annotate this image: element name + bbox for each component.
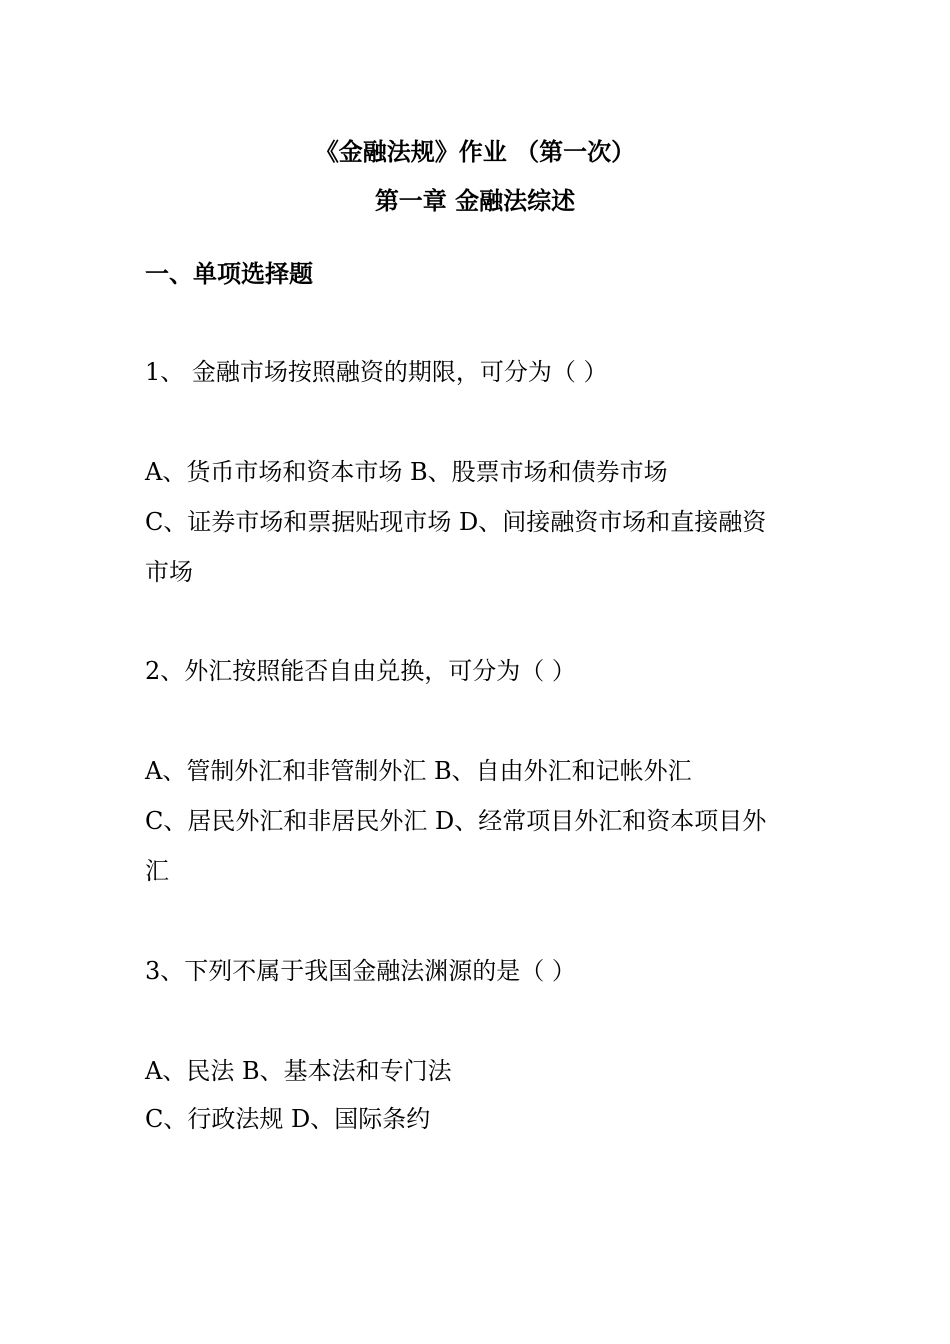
question-2-options-line-1: A、管制外汇和非管制外汇 B、自由外汇和记帐外汇 bbox=[145, 757, 692, 785]
question-3-options-line-1: A、民法 B、基本法和专门法 bbox=[145, 1057, 452, 1085]
question-2-stem: 2、外汇按照能否自由兑换，可分为（ ） bbox=[145, 657, 576, 685]
question-3-stem: 3、下列不属于我国金融法渊源的是（ ） bbox=[145, 957, 576, 985]
question-1-options-line-3: 市场 bbox=[145, 558, 193, 586]
question-3-options-line-2: C、行政法规 D、国际条约 bbox=[145, 1105, 431, 1133]
question-1-stem: 1、 金融市场按照融资的期限，可分为（ ） bbox=[145, 358, 608, 386]
chapter-heading: 第一章 金融法综述 bbox=[374, 187, 576, 215]
question-2-options-line-3: 汇 bbox=[145, 857, 169, 885]
section-heading: 一、单项选择题 bbox=[145, 260, 313, 288]
question-1-options-line-1: A、货币市场和资本市场 B、股票市场和债券市场 bbox=[145, 458, 668, 486]
question-2-options-line-2: C、居民外汇和非居民外汇 D、经常项目外汇和资本项目外 bbox=[145, 807, 767, 835]
document-title: 《金融法规》作业 （第一次） bbox=[314, 138, 636, 166]
question-1-options-line-2: C、证券市场和票据贴现市场 D、间接融资市场和直接融资 bbox=[145, 508, 767, 536]
